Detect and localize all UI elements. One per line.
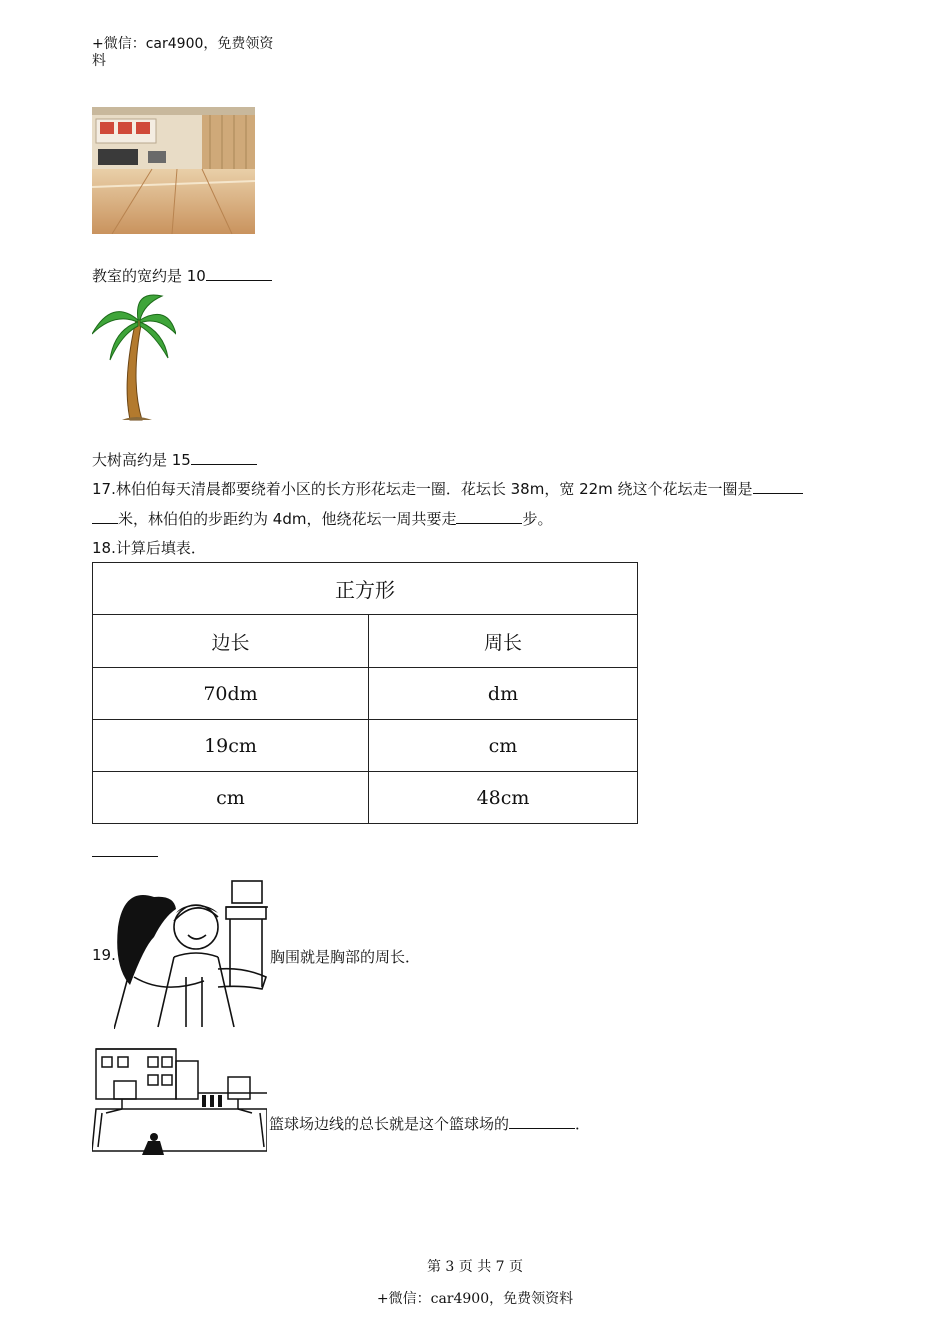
question-19-text-1: 胸围就是胸部的周长． bbox=[270, 948, 421, 966]
tree-answer-blank[interactable] bbox=[191, 450, 257, 465]
footer-watermark: +微信：car4900，免费领资料 bbox=[376, 1291, 574, 1307]
table-header-perimeter: 周长 bbox=[369, 615, 638, 668]
classroom-question bbox=[92, 265, 272, 286]
question-19-number: 19. bbox=[92, 946, 116, 964]
header-watermark-line1: +微信：car4900，免费领资 bbox=[92, 36, 274, 52]
square-table bbox=[92, 562, 638, 824]
classroom-question-text: 教室的宽约是 10 bbox=[92, 267, 206, 285]
question-19-answer-blank[interactable] bbox=[509, 1114, 575, 1129]
question-19-text-2-end: ． bbox=[575, 1115, 591, 1133]
table-caption: 正方形 bbox=[93, 563, 638, 615]
question-19-text-2: 篮球场边线的总长就是这个篮球场的 bbox=[269, 1115, 510, 1133]
table-cell-side[interactable]: cm bbox=[93, 772, 369, 824]
table-row bbox=[93, 720, 638, 772]
question-17-text-3: 步。 bbox=[522, 510, 553, 528]
question-17-text-2: 米，林伯伯的步距约为 4dm，他绕花坛一周共要走 bbox=[118, 510, 457, 528]
table-cell-perimeter[interactable]: dm bbox=[369, 668, 638, 720]
question-18-title: 18.计算后填表． bbox=[92, 539, 206, 557]
classroom-answer-blank[interactable] bbox=[206, 266, 272, 281]
table-header-side: 边长 bbox=[93, 615, 369, 668]
question-17-text-1: 17.林伯伯每天清晨都要绕着小区的长方形花坛走一圈．花坛长 38m，宽 22m 绕这个花坛走一圈是 bbox=[92, 480, 753, 498]
palm-tree-image bbox=[92, 290, 176, 423]
question-19-line-2 bbox=[269, 1113, 590, 1134]
table-cell-perimeter[interactable]: cm bbox=[369, 720, 638, 772]
question-17-blank-1b[interactable] bbox=[92, 509, 118, 524]
table-row bbox=[93, 668, 638, 720]
question-17-blank-1a[interactable] bbox=[753, 479, 803, 494]
tree-question-text: 大树高约是 15 bbox=[92, 451, 191, 469]
table-row bbox=[93, 772, 638, 824]
question-17-line2 bbox=[92, 508, 552, 529]
footer-page-info: 第 3 页 共 7 页 bbox=[426, 1259, 524, 1275]
table-cell-perimeter: 48cm bbox=[369, 772, 638, 824]
mother-measuring-child-image bbox=[114, 877, 268, 1029]
question-18-answer-blank[interactable] bbox=[92, 856, 158, 857]
table-cell-side: 19cm bbox=[93, 720, 369, 772]
basketball-court-image bbox=[92, 1043, 267, 1161]
classroom-image bbox=[92, 107, 255, 234]
table-cell-side: 70dm bbox=[93, 668, 369, 720]
header-watermark-line2: 料 bbox=[92, 53, 106, 69]
question-17-line1 bbox=[92, 478, 803, 499]
question-17-blank-2[interactable] bbox=[456, 509, 522, 524]
tree-question bbox=[92, 449, 257, 470]
